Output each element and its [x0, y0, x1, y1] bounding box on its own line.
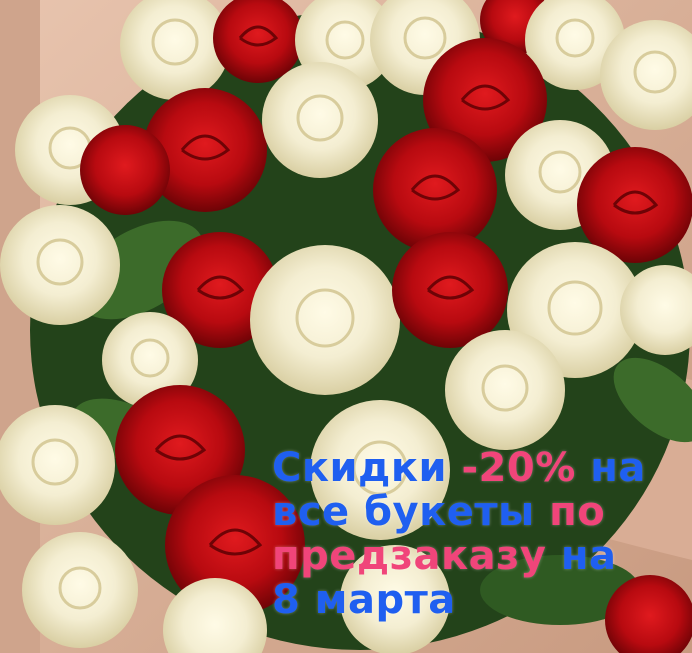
red-rose	[392, 232, 508, 348]
white-rose	[445, 330, 565, 450]
white-rose	[22, 532, 138, 648]
promo-discount-value: -20%	[461, 445, 576, 491]
promo-date: 8 марта	[272, 577, 456, 623]
red-rose	[373, 128, 497, 252]
promo-preposition: на	[575, 445, 646, 491]
promo-line-4	[272, 578, 687, 622]
white-rose	[0, 405, 115, 525]
white-rose	[250, 245, 400, 395]
promo-discount-label: Скидки	[272, 445, 462, 491]
promo-line-2	[272, 490, 687, 534]
promo-preposition-by: по	[549, 489, 606, 535]
white-rose	[262, 62, 378, 178]
promo-preorder: предзаказу	[272, 533, 561, 579]
promo-line-3	[272, 534, 687, 578]
promo-products: все букеты	[272, 489, 550, 535]
promo-preposition-for: на	[560, 533, 617, 579]
promo-text	[272, 446, 687, 622]
white-rose	[0, 205, 120, 325]
red-rose	[80, 125, 170, 215]
promo-line-1	[272, 446, 687, 490]
